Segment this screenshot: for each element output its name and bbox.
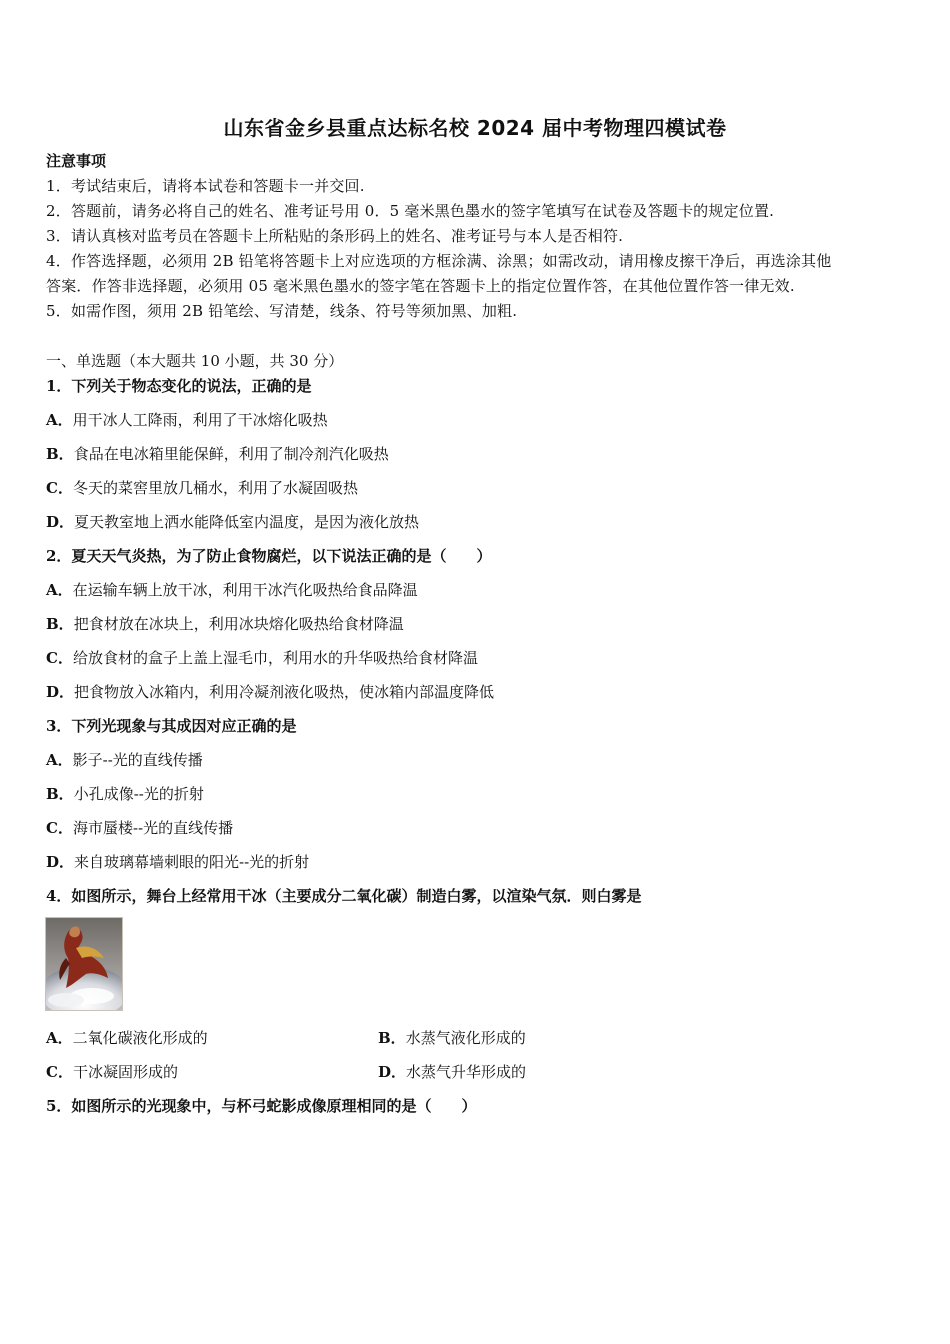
option-text: 二氧化碳液化形成的	[72, 1029, 208, 1047]
option-text: 影子--光的直线传播	[72, 751, 203, 769]
question-option	[46, 683, 494, 701]
dancer-fog-illustration	[46, 918, 122, 1010]
question-option	[46, 581, 418, 599]
question-option	[46, 479, 358, 497]
option-label: C．	[46, 819, 73, 837]
question-option	[46, 1063, 178, 1081]
option-text: 小孔成像--光的折射	[73, 785, 204, 803]
option-label: C．	[46, 649, 73, 667]
question-option	[46, 615, 404, 633]
option-label: D．	[378, 1063, 407, 1081]
option-text: 把食材放在冰块上，利用冰块熔化吸热给食材降温	[73, 615, 404, 633]
section-heading: 一、单选题（本大题共 10 小题，共 30 分）	[46, 352, 344, 370]
question-option	[46, 819, 233, 837]
question-option	[46, 513, 419, 531]
option-text: 来自玻璃幕墙刺眼的阳光--光的折射	[74, 853, 310, 871]
option-label: D．	[46, 683, 75, 701]
question-option	[46, 1029, 208, 1047]
option-label: B．	[46, 785, 74, 803]
option-label: D．	[46, 853, 75, 871]
option-label: A．	[46, 581, 73, 599]
notice-item: 答案．作答非选择题，必须用 05 毫米黑色墨水的签字笔在答题卡上的指定位置作答，在其他位置作答一律无效.	[46, 277, 795, 295]
question-option	[46, 785, 204, 803]
option-text: 给放食材的盒子上盖上湿毛巾，利用水的升华吸热给食材降温	[72, 649, 478, 667]
option-label: B．	[378, 1029, 406, 1047]
page-title: 山东省金乡县重点达标名校 2024 届中考物理四模试卷	[223, 116, 727, 140]
option-text: 把食物放入冰箱内，利用冷凝剂液化吸热，使冰箱内部温度降低	[74, 683, 495, 701]
option-text: 在运输车辆上放干冰，利用干冰汽化吸热给食品降温	[72, 581, 418, 599]
notice-item: 4．作答选择题，必须用 2B 铅笔将答题卡上对应选项的方框涂满、涂黑；如需改动，请用橡皮擦干净后，再选涂其他	[46, 252, 832, 270]
notice-item: 5．如需作图，须用 2B 铅笔绘、写清楚，线条、符号等须加黑、加粗.	[46, 302, 518, 320]
option-label: A．	[46, 1029, 73, 1047]
question-option	[46, 411, 328, 429]
option-label: C．	[46, 1063, 73, 1081]
option-text: 水蒸气升华形成的	[406, 1063, 527, 1081]
option-text: 用干冰人工降雨，利用了干冰熔化吸热	[72, 411, 328, 429]
question-option	[46, 649, 478, 667]
question-stem: 2．夏天天气炎热，为了防止食物腐烂，以下说法正确的是（ ）	[46, 547, 492, 565]
question-stem: 3．下列光现象与其成因对应正确的是	[46, 717, 297, 735]
option-label: A．	[46, 411, 73, 429]
option-text: 食品在电冰箱里能保鲜，利用了制冷剂汽化吸热	[73, 445, 389, 463]
option-label: B．	[46, 615, 74, 633]
option-text: 夏天教室地上洒水能降低室内温度，是因为液化放热	[74, 513, 420, 531]
option-text: 冬天的菜窖里放几桶水，利用了水凝固吸热	[72, 479, 358, 497]
notice-item: 2．答题前，请务必将自己的姓名、准考证号用 0．5 毫米黑色墨水的签字笔填写在试卷及答题卡的规定位置.	[46, 202, 775, 220]
question-option	[46, 853, 309, 871]
question-stem: 4．如图所示，舞台上经常用干冰（主要成分二氧化碳）制造白雾，以渲染气氛．则白雾是	[46, 887, 642, 905]
notice-heading: 注意事项	[46, 152, 107, 170]
option-label: B．	[46, 445, 74, 463]
option-label: A．	[46, 751, 73, 769]
question-option	[46, 445, 389, 463]
question-stem: 5．如图所示的光现象中，与杯弓蛇影成像原理相同的是（ ）	[46, 1097, 477, 1115]
question-option	[378, 1063, 526, 1081]
option-text: 水蒸气液化形成的	[405, 1029, 526, 1047]
question-option	[378, 1029, 526, 1047]
question-option	[46, 751, 203, 769]
option-text: 海市蜃楼--光的直线传播	[72, 819, 234, 837]
question-stem: 1．下列关于物态变化的说法，正确的是	[46, 377, 312, 395]
stage-fog-image	[45, 917, 123, 1011]
option-text: 干冰凝固形成的	[72, 1063, 178, 1081]
option-label: D．	[46, 513, 75, 531]
option-label: C．	[46, 479, 73, 497]
notice-item: 3．请认真核对监考员在答题卡上所粘贴的条形码上的姓名、准考证号与本人是否相符.	[46, 227, 624, 245]
notice-item: 1．考试结束后，请将本试卷和答题卡一并交回.	[46, 177, 365, 195]
